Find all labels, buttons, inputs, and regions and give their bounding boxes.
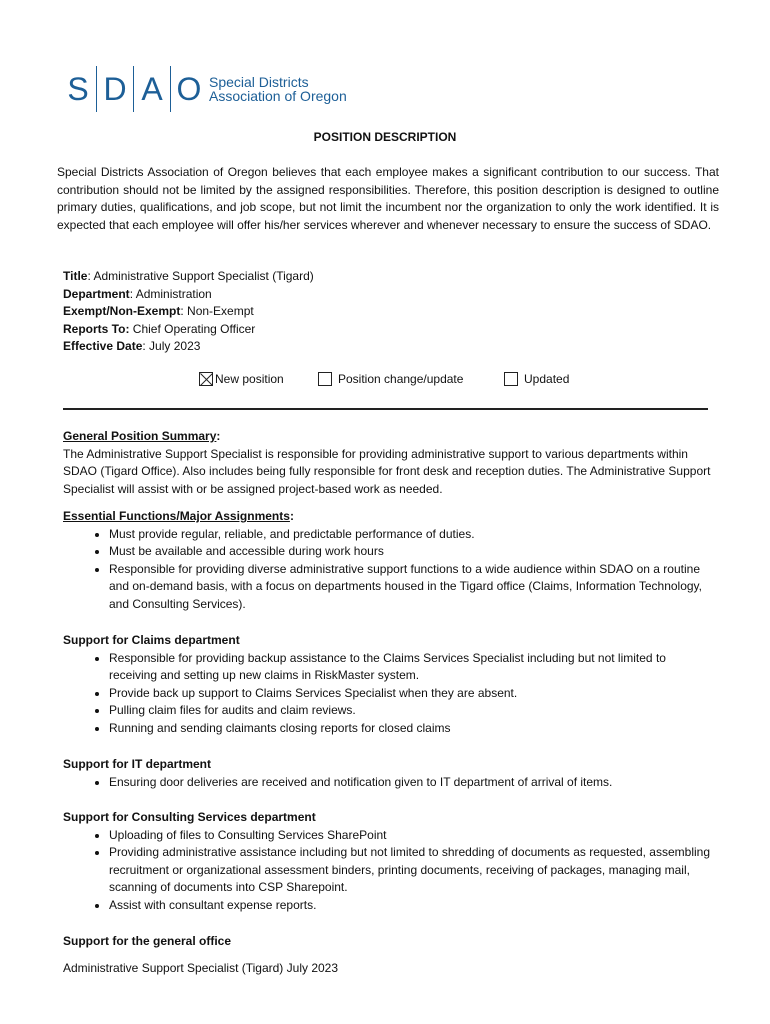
section-heading — [63, 428, 713, 446]
logo-letter-d: D — [103, 71, 127, 107]
meta-value: : Non-Exempt — [180, 304, 254, 318]
list-item: • Responsible for providing backup assistance to the Claims Services Specialist including but not limited to receiving and setting up new claims in RiskMaster system. — [109, 650, 713, 685]
checkbox-label: New position — [215, 372, 284, 386]
list-item: • Must provide regular, reliable, and predictable performance of duties. — [109, 526, 713, 544]
summary-heading: General Position Summary — [63, 429, 217, 443]
checkbox-new-position[interactable] — [199, 372, 284, 386]
essential-list — [63, 526, 713, 614]
summary-colon: : — [216, 429, 221, 443]
meta-reports-to — [63, 321, 314, 339]
checkbox-empty-icon[interactable] — [318, 372, 332, 386]
list-item: • Must be available and accessible during work hours — [109, 543, 713, 561]
meta-value: : July 2023 — [142, 339, 201, 353]
logo-divider — [96, 66, 97, 112]
meta-value: : Administrative Support Specialist (Tigard) — [87, 269, 314, 283]
list-item: • Provide back up support to Claims Services Specialist when they are absent. — [109, 685, 713, 703]
page-footer: Administrative Support Specialist (Tigard) July 2023 — [63, 961, 339, 975]
it-heading: Support for IT department — [63, 757, 211, 771]
logo-letter-s: S — [67, 71, 89, 107]
general-office-section — [63, 933, 713, 951]
logo-divider — [133, 66, 134, 112]
essential-colon: : — [289, 509, 294, 523]
meta-label: Department — [63, 286, 130, 301]
list-item: • Providing administrative assistance including but not limited to shredding of documents as requested, assembling recruitment or organizational assessment binders, printing documents, receiving of packages, managing mail, scanning of documents into CSP Sharepoint. — [109, 844, 713, 897]
logo-divider — [170, 66, 171, 112]
meta-title — [63, 268, 314, 286]
claims-list — [63, 650, 713, 738]
essential-functions-section — [63, 508, 713, 613]
horizontal-divider — [63, 408, 708, 410]
position-meta — [63, 268, 314, 356]
meta-value: Chief Operating Officer — [129, 321, 256, 336]
logo-wordmark — [209, 75, 347, 103]
sdao-logo — [64, 64, 347, 114]
it-section — [63, 756, 713, 791]
list-item: • Ensuring door deliveries are received and notification given to IT department of arrival of items. — [109, 774, 713, 792]
section-heading — [63, 508, 713, 526]
logo-letter-o: O — [176, 71, 202, 107]
intro-paragraph: Special Districts Association of Oregon believes that each employee makes a significant contribution to our success. That contribution should not be limited by the assigned responsibilities. Therefore, this position description is designed to outline primary duties, qualifications, and job scope, but not limit the incumbent nor the organization to only the work identified. It is expected that each employee will offer his/her services wherever and whenever necessary to ensure the success of SDAO. — [57, 165, 719, 232]
list-item: • Assist with consultant expense reports. — [109, 897, 713, 915]
logo-line-1: Special Districts — [209, 74, 309, 90]
claims-heading: Support for Claims department — [63, 633, 240, 647]
consulting-list — [63, 827, 713, 915]
list-item: • Uploading of files to Consulting Services SharePoint — [109, 827, 713, 845]
meta-label: Effective Date — [63, 339, 143, 353]
checkbox-checked-icon[interactable] — [199, 372, 213, 386]
logo-letters — [64, 64, 203, 114]
meta-value: : Administration — [129, 286, 212, 301]
summary-text: The Administrative Support Specialist is responsible for providing administrative support to various departments within SDAO (Tigard Office). Also includes being fully responsible for front desk and reception duties. The Administrative Support Specialist will assist with or be assigned project-based work as needed. — [63, 446, 711, 496]
checkbox-label: Position change/update — [338, 372, 464, 386]
meta-label: Reports To: — [63, 321, 130, 336]
meta-department — [63, 286, 314, 304]
checkbox-updated[interactable] — [504, 372, 569, 386]
logo-line-2: Association of Oregon — [209, 88, 347, 104]
checkbox-empty-icon[interactable] — [504, 372, 518, 386]
checkbox-position-change[interactable] — [318, 372, 463, 386]
general-office-heading: Support for the general office — [63, 934, 232, 948]
document-title: POSITION DESCRIPTION — [313, 130, 457, 144]
list-item: • Responsible for providing diverse administrative support functions to a wide audience within SDAO on a routine and on-demand basis, with a focus on departments housed in the Tigard office (Claims, Information Technology, and Consulting Services). — [109, 561, 713, 614]
consulting-heading: Support for Consulting Services department — [63, 810, 316, 824]
essential-heading: Essential Functions/Major Assignments — [63, 509, 290, 523]
meta-exempt — [63, 303, 314, 321]
list-item: • Running and sending claimants closing reports for closed claims — [109, 720, 713, 738]
it-list — [63, 774, 713, 792]
meta-label: Exempt/Non-Exempt — [63, 304, 181, 318]
claims-section — [63, 632, 713, 737]
position-type-checkboxes — [0, 372, 770, 392]
checkbox-label: Updated — [524, 372, 570, 386]
consulting-section — [63, 809, 713, 914]
meta-label: Title — [63, 269, 88, 283]
meta-effective-date — [63, 338, 314, 356]
general-summary-section — [63, 428, 713, 498]
list-item: • Pulling claim files for audits and claim reviews. — [109, 702, 713, 720]
logo-letter-a: A — [141, 71, 163, 107]
